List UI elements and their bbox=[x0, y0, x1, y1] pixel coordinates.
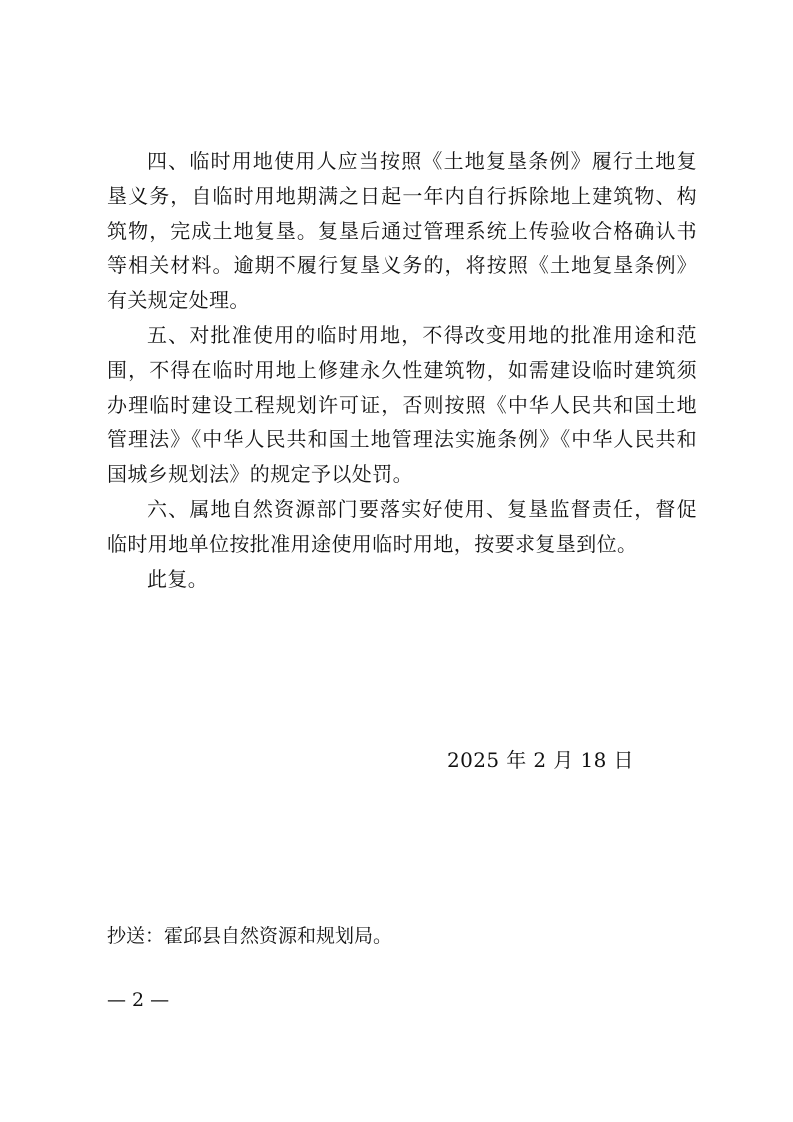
document-body bbox=[107, 144, 697, 596]
paragraph-clause-4: 四、临时用地使用人应当按照《土地复垦条例》履行土地复垦义务，自临时用地期满之日起一年内自行拆除地上建筑物、构筑物，完成土地复垦。复垦后通过管理系统上传验收合格确认书等相关材料。逾期不履行复垦义务的，将按照《土地复垦条例》有关规定处理。 bbox=[107, 149, 697, 313]
paragraph-clause-6: 六、属地自然资源部门要落实好使用、复垦监督责任，督促临时用地单位按批准用途使用临时用地，按要求复垦到位。 bbox=[107, 496, 697, 556]
document-date: 2025 年 2 月 18 日 bbox=[447, 748, 634, 772]
paragraph-closing: 此复。 bbox=[147, 566, 209, 591]
cc-line: 抄送：霍邱县自然资源和规划局。 bbox=[107, 925, 393, 947]
paragraph-clause-5: 五、对批准使用的临时用地，不得改变用地的批准用途和范围，不得在临时用地上修建永久性建筑物，如需建设临时建筑须办理临时建设工程规划许可证，否则按照《中华人民共和国土地管理法》《中华人民共和国土地管理法实施条例》《中华人民共和国城乡规划法》的规定予以处罚。 bbox=[107, 322, 697, 487]
page-number: — 2 — bbox=[107, 989, 170, 1011]
